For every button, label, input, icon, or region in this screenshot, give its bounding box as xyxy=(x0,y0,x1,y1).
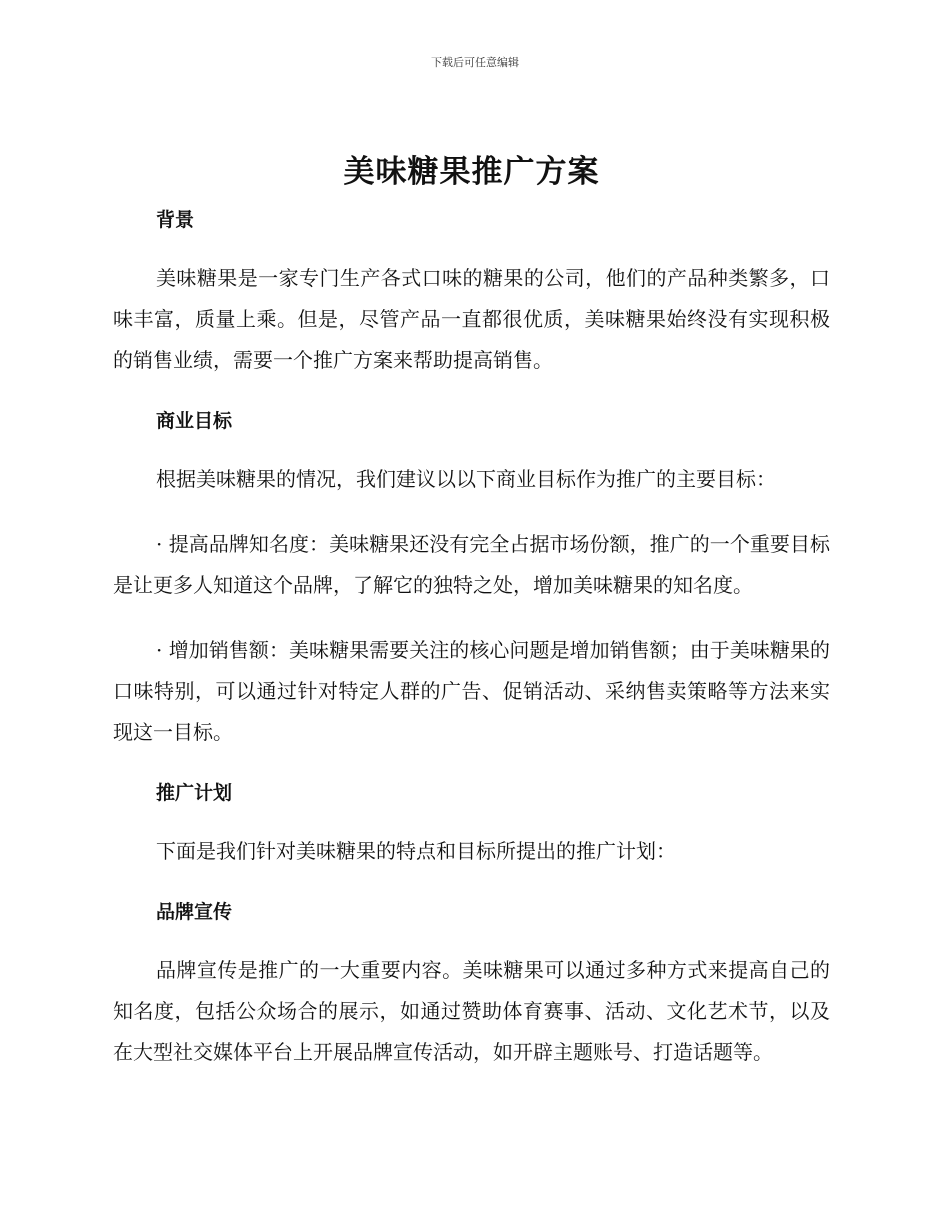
heading-business-goals: 商业目标 xyxy=(156,410,233,432)
heading-brand-promotion: 品牌宣传 xyxy=(156,901,233,923)
heading-promotion-plan: 推广计划 xyxy=(156,782,233,804)
paragraph-background: 美味糖果是一家专门生产各式口味的糖果的公司，他们的产品种类繁多，口味丰富，质量上乘。但是，尽管产品一直都很优质，美味糖果始终没有实现积极的销售业绩，需要一个推广方案来帮助提高销售。 xyxy=(113,266,830,372)
heading-background: 背景 xyxy=(156,209,195,231)
header-note: 下载后可任意编辑 xyxy=(431,56,519,69)
paragraph-business-goals-intro: 根据美味糖果的情况，我们建议以以下商业目标作为推广的主要目标： xyxy=(156,467,776,491)
paragraph-brand-promotion: 品牌宣传是推广的一大重要内容。美味糖果可以通过多种方式来提高自己的知名度，包括公众场合的展示，如通过赞助体育赛事、活动、文化艺术节，以及在大型社交媒体平台上开展品牌宣传活动，如开辟主题账号、打造话题等。 xyxy=(113,958,830,1064)
document-title: 美味糖果推广方案 xyxy=(343,154,600,190)
paragraph-promotion-plan-intro: 下面是我们针对美味糖果的特点和目标所提出的推广计划： xyxy=(156,839,676,863)
bullet-brand-awareness: · 提高品牌知名度：美味糖果还没有完全占据市场份额，推广的一个重要目标是让更多人知道这个品牌，了解它的独特之处，增加美味糖果的知名度。 xyxy=(113,532,830,597)
bullet-increase-sales: · 增加销售额：美味糖果需要关注的核心问题是增加销售额；由于美味糖果的口味特别，可以通过针对特定人群的广告、促销活动、采纳售卖策略等方法来实现这一目标。 xyxy=(113,638,830,744)
document-body xyxy=(113,148,830,1073)
